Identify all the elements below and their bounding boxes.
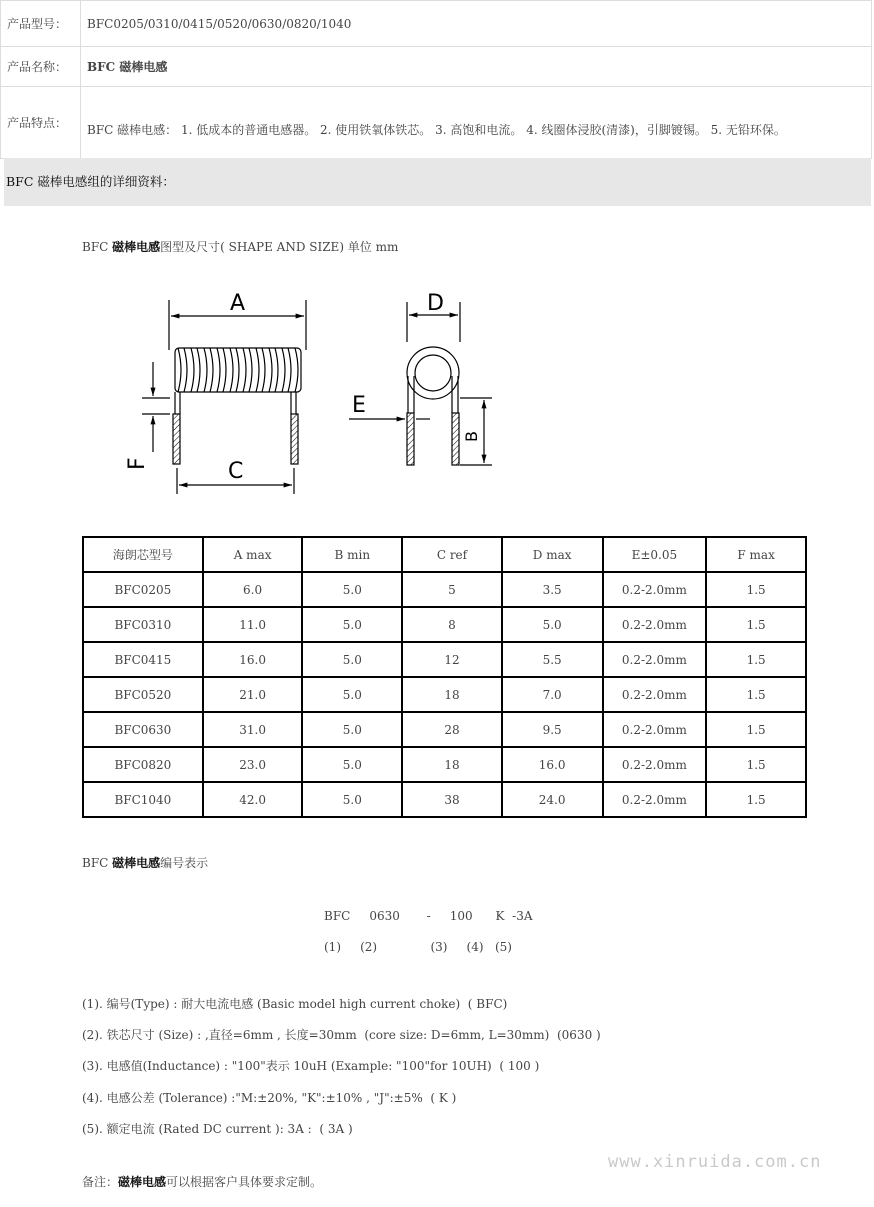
dim-label-a: A	[230, 291, 246, 316]
table-cell: 5.0	[502, 607, 603, 642]
table-row	[83, 607, 806, 642]
code-title-prefix: BFC	[82, 856, 113, 870]
model-label: 产品型号：	[1, 1, 81, 47]
header-model: 海朗芯型号	[83, 537, 203, 572]
note-2: (2). 铁芯尺寸 (Size) : ,直径=6mm , 长度=30mm (core size: D=6mm, L=30mm) (0630 )	[82, 1028, 601, 1042]
coil-windings	[178, 348, 298, 392]
table-cell: 11.0	[203, 607, 303, 642]
inductor-dimension-diagram	[120, 280, 520, 505]
table-cell: 38	[402, 782, 502, 817]
shape-title-bold: 磁棒电感	[112, 240, 161, 254]
table-cell: 16.0	[502, 747, 603, 782]
code-index-row: (1) (2) (3) (4) (5)	[324, 940, 512, 954]
remark-prefix: 备注：	[82, 1175, 119, 1189]
table-cell: 1.5	[706, 677, 806, 712]
shape-title	[82, 238, 398, 255]
table-cell: 6.0	[203, 572, 303, 607]
table-cell: 0.2-2.0mm	[603, 607, 707, 642]
table-cell: 0.2-2.0mm	[603, 747, 707, 782]
product-info-table	[0, 0, 872, 159]
remark-bold: 磁棒电感	[118, 1175, 167, 1189]
table-cell: 5.0	[302, 677, 402, 712]
table-cell: 18	[402, 747, 502, 782]
table-cell: BFC0310	[83, 607, 203, 642]
dim-label-e: E	[352, 393, 366, 418]
code-title-bold: 磁棒电感	[112, 856, 161, 870]
table-cell: 1.5	[706, 712, 806, 747]
table-cell: 0.2-2.0mm	[603, 782, 707, 817]
table-cell: 8	[402, 607, 502, 642]
table-cell: 7.0	[502, 677, 603, 712]
dim-label-c: C	[228, 459, 244, 484]
table-cell: BFC0415	[83, 642, 203, 677]
table-cell: 9.5	[502, 712, 603, 747]
table-cell: 31.0	[203, 712, 303, 747]
header-b: B min	[302, 537, 402, 572]
table-cell: 21.0	[203, 677, 303, 712]
table-cell: 12	[402, 642, 502, 677]
table-cell: BFC0205	[83, 572, 203, 607]
note-3: (3). 电感值(Inductance) : "100"表示 10uH (Example: "100"for 10UH) ( 100 )	[82, 1059, 540, 1073]
header-e: E±0.05	[603, 537, 707, 572]
table-cell: BFC1040	[83, 782, 203, 817]
model-value: BFC0205/0310/0415/0520/0630/0820/1040	[81, 1, 872, 47]
header-d: D max	[502, 537, 603, 572]
table-cell: 18	[402, 677, 502, 712]
header-f: F max	[706, 537, 806, 572]
features-value: BFC 磁棒电感： 1. 低成本的普通电感器。 2. 使用铁氧体铁芯。 3. 高饱和电流。 4. 线圈体浸胶(清漆)，引脚镀锡。 5. 无铅环保。	[81, 87, 872, 159]
table-cell: 1.5	[706, 642, 806, 677]
header-a: A max	[203, 537, 303, 572]
table-cell: 1.5	[706, 607, 806, 642]
table-cell: 5.0	[302, 747, 402, 782]
dim-label-b: B	[462, 431, 481, 442]
table-row	[83, 677, 806, 712]
name-value: BFC 磁棒电感	[81, 47, 872, 87]
table-cell: 1.5	[706, 572, 806, 607]
table-cell: 28	[402, 712, 502, 747]
name-label: 产品名称：	[1, 47, 81, 87]
table-cell: 5	[402, 572, 502, 607]
table-cell: 5.0	[302, 642, 402, 677]
table-row	[83, 747, 806, 782]
remark	[82, 1173, 322, 1190]
table-cell: BFC0630	[83, 712, 203, 747]
table-cell: 0.2-2.0mm	[603, 572, 707, 607]
remark-suffix: 可以根据客户具体要求定制。	[166, 1175, 323, 1189]
table-row	[83, 572, 806, 607]
watermark: www.xinruida.com.cn	[608, 1152, 822, 1172]
table-cell: 1.5	[706, 747, 806, 782]
table-cell: 42.0	[203, 782, 303, 817]
table-cell: 0.2-2.0mm	[603, 712, 707, 747]
table-cell: 5.0	[302, 712, 402, 747]
features-label: 产品特点：	[1, 87, 81, 159]
table-cell: BFC0820	[83, 747, 203, 782]
table-cell: 0.2-2.0mm	[603, 677, 707, 712]
spec-header-row	[83, 537, 806, 572]
note-4: (4). 电感公差 (Tolerance) :"M:±20%, "K":±10% , "J":±5% ( K )	[82, 1091, 457, 1105]
table-row	[83, 642, 806, 677]
note-5: (5). 额定电流 (Rated DC current ): 3A : ( 3A )	[82, 1122, 353, 1136]
table-cell: 23.0	[203, 747, 303, 782]
table-cell: 16.0	[203, 642, 303, 677]
dim-label-d: D	[427, 291, 444, 316]
shape-title-suffix: 图型及尺寸( SHAPE AND SIZE) 单位 mm	[160, 240, 399, 254]
code-example-row: BFC 0630 - 100 K -3A	[324, 909, 533, 923]
table-cell: 3.5	[502, 572, 603, 607]
table-cell: 5.0	[302, 572, 402, 607]
table-row	[83, 782, 806, 817]
table-cell: 5.5	[502, 642, 603, 677]
header-c: C ref	[402, 537, 502, 572]
section-title: BFC 磁棒电感组的详细资料：	[4, 158, 871, 206]
dim-label-f: F	[125, 457, 150, 470]
note-1: (1). 编号(Type) : 耐大电流电感 (Basic model high current choke) ( BFC)	[82, 997, 508, 1011]
table-cell: 5.0	[302, 607, 402, 642]
side-view	[142, 300, 306, 494]
table-cell: 5.0	[302, 782, 402, 817]
table-cell: BFC0520	[83, 677, 203, 712]
shape-title-prefix: BFC	[82, 240, 113, 254]
table-cell: 1.5	[706, 782, 806, 817]
code-title-suffix: 编号表示	[160, 856, 209, 870]
spec-table	[82, 536, 807, 818]
table-cell: 0.2-2.0mm	[603, 642, 707, 677]
table-row	[83, 712, 806, 747]
code-title	[82, 854, 208, 871]
table-cell: 24.0	[502, 782, 603, 817]
